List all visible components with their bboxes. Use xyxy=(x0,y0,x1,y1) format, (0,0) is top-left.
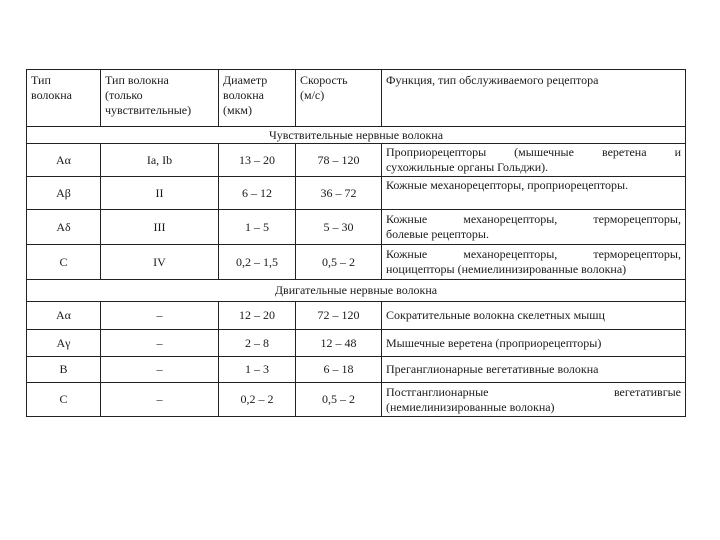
cell-speed: 72 – 120 xyxy=(296,302,382,330)
header-diameter-line: (мкм) xyxy=(223,103,253,117)
section-motor xyxy=(27,280,686,302)
cell-diameter: 0,2 – 2 xyxy=(219,383,296,417)
cell-function-line: сухожильные органы Гольджи). xyxy=(386,160,549,174)
cell-fiber: IV xyxy=(101,245,219,280)
table-row xyxy=(27,210,686,245)
cell-fiber: – xyxy=(101,330,219,357)
cell-diameter: 0,2 – 1,5 xyxy=(219,245,296,280)
cell-function-line: Сократительные волокна скелетных мышц xyxy=(386,308,605,322)
header-fiber-type-line: чувствительные) xyxy=(105,103,192,117)
section-title-sensory: Чувствительные нервные волокна xyxy=(27,127,686,144)
cell-type: Aβ xyxy=(27,177,101,210)
header-fiber-type-line: (только xyxy=(105,88,143,102)
table-row xyxy=(27,245,686,280)
cell-diameter: 13 – 20 xyxy=(219,144,296,177)
cell-function xyxy=(382,302,686,330)
header-diameter xyxy=(219,70,296,127)
cell-type: C xyxy=(27,383,101,417)
cell-fiber: III xyxy=(101,210,219,245)
header-type-line: волокна xyxy=(31,88,72,102)
header-speed-line: Скорость xyxy=(300,73,348,87)
cell-fiber: – xyxy=(101,383,219,417)
cell-function-line: Кожные механорецепторы, терморецепторы, xyxy=(386,247,681,261)
cell-function xyxy=(382,357,686,383)
header-speed xyxy=(296,70,382,127)
header-diameter-line: волокна xyxy=(223,88,264,102)
header-diameter-line: Диаметр xyxy=(223,73,268,87)
header-speed-line: (м/с) xyxy=(300,88,325,102)
cell-fiber: Ia, Ib xyxy=(101,144,219,177)
cell-function-line: Кожные механорецепторы, проприорецепторы. xyxy=(386,178,629,192)
cell-function-line: Постганглионарные вегетативгые xyxy=(386,384,681,399)
cell-function-line: Проприорецепторы (мышечные веретена и xyxy=(386,145,681,159)
header-fiber-type-line: Тип волокна xyxy=(105,73,169,87)
table-row xyxy=(27,302,686,330)
cell-type: Aδ xyxy=(27,210,101,245)
cell-fiber: – xyxy=(101,357,219,383)
cell-speed: 12 – 48 xyxy=(296,330,382,357)
table-row xyxy=(27,177,686,210)
cell-diameter: 2 – 8 xyxy=(219,330,296,357)
cell-function xyxy=(382,177,686,210)
section-sensory xyxy=(27,127,686,144)
cell-function xyxy=(382,383,686,417)
header-fiber-type xyxy=(101,70,219,127)
nerve-fibers-table xyxy=(26,69,686,417)
cell-diameter: 12 – 20 xyxy=(219,302,296,330)
cell-function xyxy=(382,245,686,280)
cell-function-line: (немиелинизированные волокна) xyxy=(386,399,555,414)
cell-speed: 0,5 – 2 xyxy=(296,245,382,280)
cell-function-line: Мышечные веретена (проприорецепторы) xyxy=(386,335,602,350)
section-title-motor: Двигательные нервные волокна xyxy=(27,280,686,302)
cell-speed: 0,5 – 2 xyxy=(296,383,382,417)
table-row xyxy=(27,357,686,383)
cell-type: Aα xyxy=(27,302,101,330)
cell-speed: 6 – 18 xyxy=(296,357,382,383)
cell-speed: 5 – 30 xyxy=(296,210,382,245)
cell-function-line: Кожные механорецепторы, терморецепторы, xyxy=(386,212,681,226)
cell-function-line: Преганглионарные вегетативные волокна xyxy=(386,362,599,376)
cell-type: C xyxy=(27,245,101,280)
cell-speed: 78 – 120 xyxy=(296,144,382,177)
cell-type: Aγ xyxy=(27,330,101,357)
header-row xyxy=(27,70,686,127)
header-function: Функция, тип обслуживаемого рецептора xyxy=(382,70,686,127)
cell-speed: 36 – 72 xyxy=(296,177,382,210)
cell-fiber: II xyxy=(101,177,219,210)
cell-diameter: 1 – 5 xyxy=(219,210,296,245)
header-type xyxy=(27,70,101,127)
header-type-line: Тип xyxy=(31,73,51,87)
cell-fiber: – xyxy=(101,302,219,330)
table-row xyxy=(27,383,686,417)
cell-function-line: болевые рецепторы. xyxy=(386,227,489,241)
cell-function xyxy=(382,210,686,245)
table-row xyxy=(27,330,686,357)
table-row xyxy=(27,144,686,177)
cell-function xyxy=(382,330,686,357)
cell-function-line: ноцицепторы (немиелинизированные волокна) xyxy=(386,262,627,276)
cell-diameter: 1 – 3 xyxy=(219,357,296,383)
cell-diameter: 6 – 12 xyxy=(219,177,296,210)
cell-type: Aα xyxy=(27,144,101,177)
cell-type: B xyxy=(27,357,101,383)
cell-function xyxy=(382,144,686,177)
